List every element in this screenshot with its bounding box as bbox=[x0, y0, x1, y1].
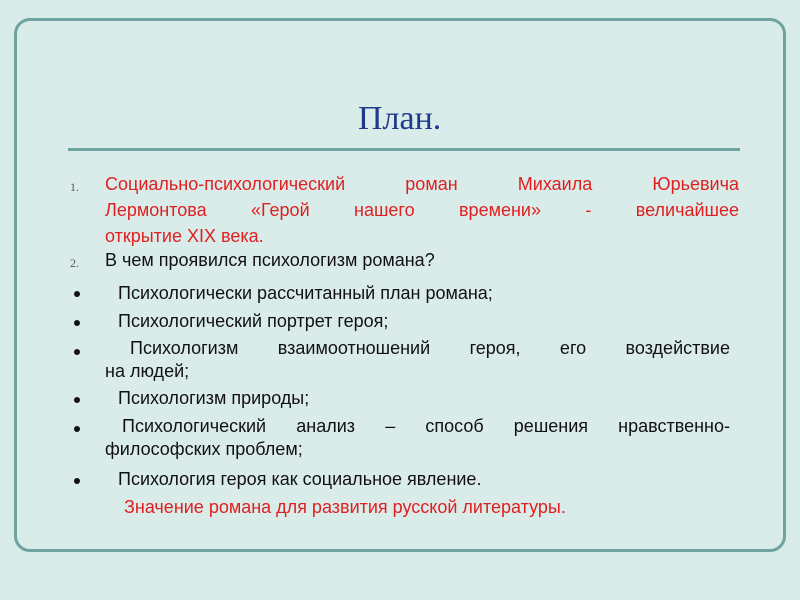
list-number: 2. bbox=[70, 256, 79, 270]
conclusion-text bbox=[124, 494, 566, 520]
bullet-icon bbox=[74, 478, 80, 484]
bullet-text: Психологизм взаимоотношений героя, его воздействие bbox=[130, 338, 730, 358]
bullet-item-continuation bbox=[105, 358, 189, 384]
bullet-text: на людей; bbox=[105, 361, 190, 381]
bullet-item bbox=[130, 335, 730, 361]
title-divider bbox=[68, 148, 740, 151]
list-item-text: открытие XIX века. bbox=[105, 226, 264, 246]
list-item-line bbox=[105, 197, 739, 223]
list-item-text: В чем проявился психологизм романа? bbox=[105, 250, 435, 270]
bullet-icon bbox=[74, 291, 80, 297]
bullet-item bbox=[118, 308, 388, 334]
list-item-line bbox=[105, 247, 435, 273]
bullet-icon bbox=[74, 320, 80, 326]
slide-title: План. bbox=[358, 100, 442, 137]
bullet-item-continuation bbox=[105, 436, 303, 462]
bullet-icon bbox=[74, 397, 80, 403]
bullet-text: Психологически рассчитанный план романа; bbox=[118, 283, 493, 303]
list-item-line bbox=[105, 223, 264, 249]
bullet-icon bbox=[74, 349, 80, 355]
bullet-item bbox=[118, 280, 493, 306]
bullet-icon bbox=[74, 426, 80, 432]
bullet-text: Психологический анализ – способ решения нравственно- bbox=[122, 416, 730, 436]
bullet-text: Психологизм природы; bbox=[118, 388, 310, 408]
bullet-text: Психологический портрет героя; bbox=[118, 311, 389, 331]
conclusion-text-content: Значение романа для развития русской литературы. bbox=[124, 497, 566, 517]
list-item-text: Социально-психологический роман Михаила Юрьевича bbox=[105, 174, 739, 194]
bullet-item bbox=[118, 466, 481, 492]
list-number: 1. bbox=[70, 180, 79, 194]
list-item-text: Лермонтова «Герой нашего времени» - величайшее bbox=[105, 200, 739, 220]
list-item-line bbox=[105, 171, 739, 197]
bullet-text: философских проблем; bbox=[105, 439, 303, 459]
bullet-text: Психология героя как социальное явление. bbox=[118, 469, 482, 489]
bullet-item bbox=[118, 385, 309, 411]
